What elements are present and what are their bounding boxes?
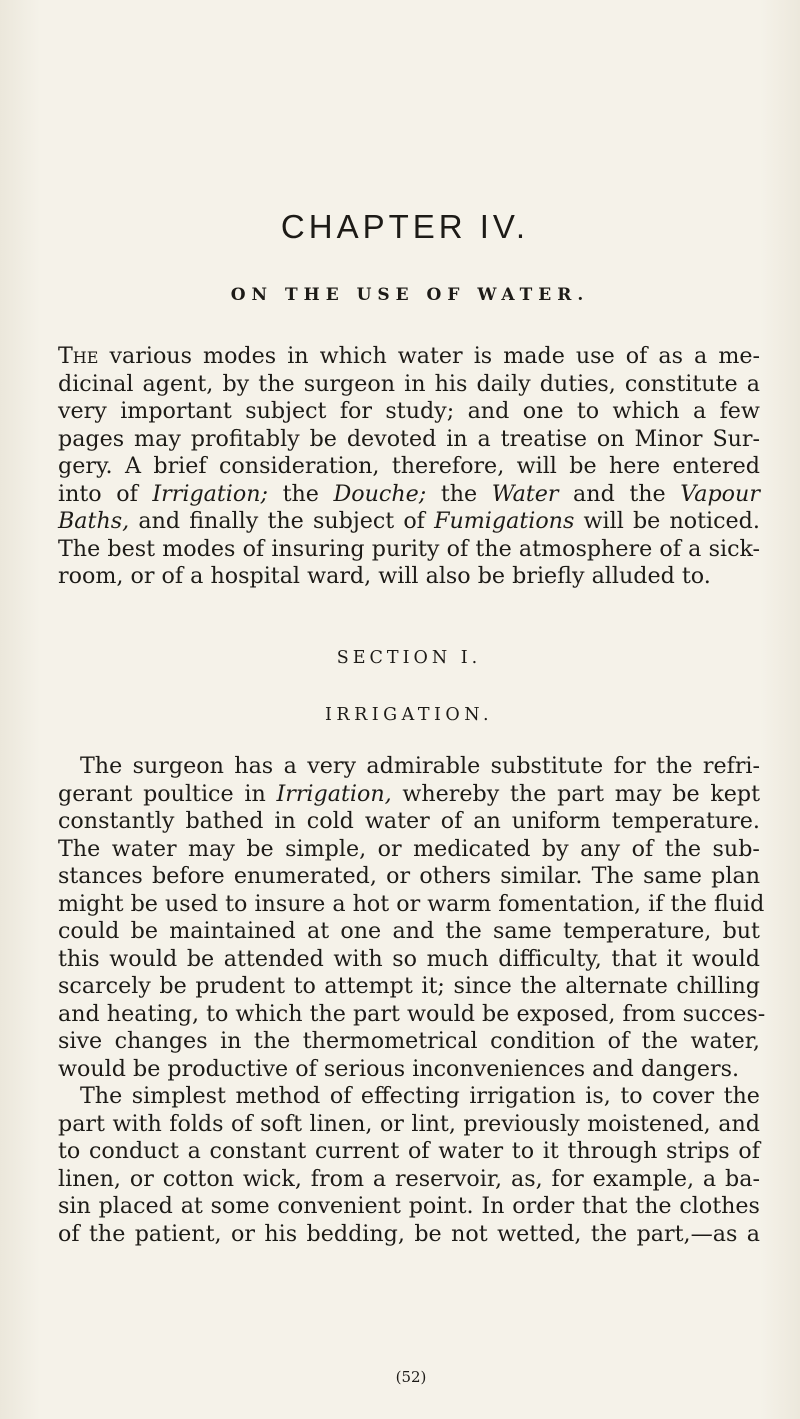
text-line bbox=[58, 426, 760, 454]
line-text: The water may be simple, or medicated by any of the sub- bbox=[58, 835, 760, 862]
text-line bbox=[58, 481, 760, 509]
line-text: sin placed at some convenient point. In order that the clothes bbox=[58, 1193, 760, 1219]
line-text: room, or of a hospital ward, will also be briefly alluded to. bbox=[58, 563, 711, 589]
text-line bbox=[58, 508, 760, 536]
line-text: constantly bathed in cold water of an uniform temperature. bbox=[58, 808, 760, 834]
line-text: this would be attended with so much difficulty, that it would bbox=[58, 945, 760, 972]
text-line bbox=[58, 946, 760, 974]
text-line bbox=[58, 1056, 760, 1084]
line-text: would be productive of serious inconveniences and dangers. bbox=[58, 1055, 740, 1082]
lead-word: The bbox=[58, 343, 99, 369]
text-line bbox=[58, 563, 760, 591]
text-line bbox=[58, 918, 760, 946]
text-line bbox=[58, 453, 760, 481]
line-text: Baths, and finally the subject of Fumigations will be noticed. bbox=[58, 508, 760, 534]
text-line bbox=[58, 863, 760, 891]
line-text: The best modes of insuring purity of the atmosphere of a sick- bbox=[58, 535, 761, 562]
text-line bbox=[58, 890, 765, 919]
text-line bbox=[58, 781, 760, 809]
line-text: dicinal agent, by the surgeon in his daily duties, constitute a bbox=[58, 370, 760, 397]
text-line bbox=[58, 1221, 760, 1249]
line-text: scarcely be prudent to attempt it; since the alternate chilling bbox=[58, 973, 760, 999]
text-line bbox=[58, 973, 760, 1001]
line-text: to conduct a constant current of water to it through strips of bbox=[58, 1138, 760, 1164]
line-text: various modes in which water is made use of as a me- bbox=[109, 343, 760, 369]
text-line bbox=[58, 1083, 760, 1111]
text-line bbox=[58, 808, 760, 836]
line-text: into of Irrigation; the Douche; the Water and the Vapour bbox=[58, 480, 760, 507]
line-text: part with folds of soft linen, or lint, previously moistened, and bbox=[58, 1110, 760, 1137]
page-number: (52) bbox=[395, 1368, 427, 1386]
text-line bbox=[58, 536, 760, 564]
text-line bbox=[58, 753, 760, 781]
line-text: could be maintained at one and the same temperature, but bbox=[58, 918, 760, 944]
line-text: might be used to insure a hot or warm fomentation, if the fluid bbox=[58, 890, 765, 917]
line-text: The simplest method of effecting irrigation is, to cover the bbox=[80, 1083, 760, 1109]
chapter-subtitle: ON THE USE OF WATER. bbox=[230, 285, 590, 305]
section-title: IRRIGATION. bbox=[324, 705, 494, 725]
text-line bbox=[58, 371, 760, 399]
intro-paragraph bbox=[58, 343, 760, 591]
chapter-title: CHAPTER IV. bbox=[280, 208, 530, 245]
line-text: pages may profitably be devoted in a treatise on Minor Sur- bbox=[58, 425, 761, 452]
line-text: The surgeon has a very admirable substitute for the refri- bbox=[80, 753, 761, 779]
text-line bbox=[58, 343, 760, 371]
text-line bbox=[58, 1028, 760, 1056]
line-text: stances before enumerated, or others similar. The same plan bbox=[58, 863, 760, 889]
text-line bbox=[58, 398, 760, 426]
text-line bbox=[58, 1000, 766, 1029]
text-line bbox=[58, 1166, 760, 1194]
line-text: linen, or cotton wick, from a reservoir, as, for example, a ba- bbox=[58, 1165, 760, 1192]
line-text: gery. A brief consideration, therefore, will be here entered bbox=[58, 453, 760, 479]
line-text: very important subject for study; and one to which a few bbox=[58, 398, 760, 424]
irrigation-paragraph bbox=[58, 753, 766, 1248]
text-line bbox=[58, 836, 760, 864]
text-line bbox=[58, 1193, 760, 1221]
text-line bbox=[58, 1138, 760, 1166]
line-text: sive changes in the thermometrical condition of the water, bbox=[58, 1028, 760, 1054]
section-number: SECTION I. bbox=[336, 648, 482, 668]
text-line bbox=[58, 1111, 760, 1139]
line-text: and heating, to which the part would be exposed, from succes- bbox=[58, 1000, 766, 1027]
line-text: of the patient, or his bedding, be not wetted, the part,—as a bbox=[58, 1220, 761, 1247]
line-text: gerant poultice in Irrigation, whereby the part may be kept bbox=[58, 780, 761, 807]
